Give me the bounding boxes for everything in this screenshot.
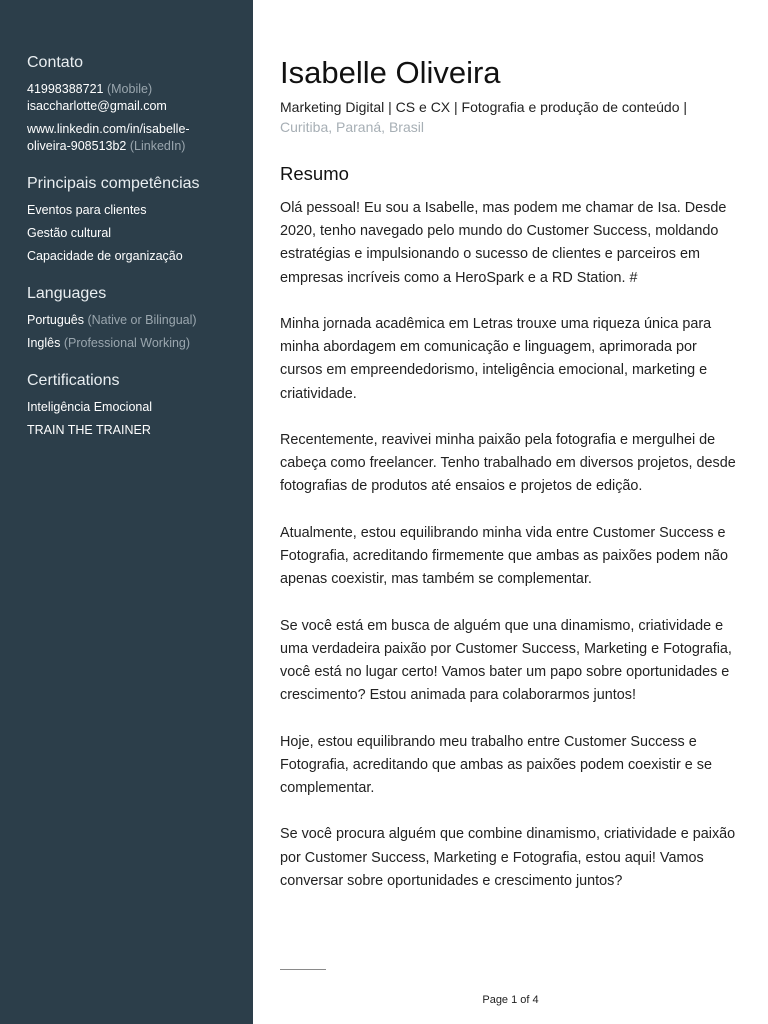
linkedin-url-line1: www.linkedin.com/in/isabelle- — [27, 122, 190, 136]
language-name: Inglês — [27, 336, 61, 350]
headline — [280, 97, 740, 137]
contact-section — [27, 53, 233, 155]
phone-type: (Mobile) — [106, 82, 153, 96]
certifications-section — [27, 371, 233, 439]
linkedin-url-line2: oliveira-908513b2 — [27, 139, 127, 153]
divider-rule — [280, 969, 326, 970]
location: Curitiba, Paraná, Brasil — [280, 119, 424, 135]
summary-body — [280, 197, 738, 916]
main-content — [280, 0, 740, 1024]
email-link[interactable]: isaccharlotte@gmail.com — [27, 99, 167, 113]
skills-section — [27, 174, 233, 265]
languages-section — [27, 284, 233, 352]
certification-item: TRAIN THE TRAINER — [27, 423, 151, 437]
summary-paragraph: Se você está em busca de alguém que una dinamismo, criatividade e uma verdadeira paixão por Customer Success, Marketing e Fotografia, você está no lugar certo! Vamos bater um papo sobre oportunidades e crescimento? Estou animada para colaborarmos juntos! — [280, 617, 732, 704]
phone — [27, 81, 233, 98]
language-item — [27, 335, 233, 352]
skill-item: Capacidade de organização — [27, 249, 183, 263]
summary-paragraph: Se você procura alguém que combine dinamismo, criatividade e paixão por Customer Success, Marketing e Fotografia, estou aqui! Vamos conversar sobre oportunidades e crescimento juntos? — [280, 826, 736, 889]
sidebar — [0, 0, 253, 1024]
certifications-heading: Certifications — [27, 372, 120, 389]
contact-heading: Contato — [27, 54, 84, 71]
certification-item: Inteligência Emocional — [27, 400, 153, 414]
language-item — [27, 312, 233, 329]
headline-text: Marketing Digital | CS e CX | Fotografia e produção de conteúdo | — [280, 99, 688, 115]
languages-heading: Languages — [27, 285, 107, 302]
language-level: (Native or Bilingual) — [87, 313, 197, 327]
language-name: Português — [27, 313, 84, 327]
phone-number: 41998388721 — [27, 82, 104, 96]
linkedin-link[interactable] — [27, 121, 233, 155]
skill-item: Eventos para clientes — [27, 203, 147, 217]
summary-paragraph: Hoje, estou equilibrando meu trabalho entre Customer Success e Fotografia, acreditando que ambas as paixões podem coexistir e se complementar. — [280, 733, 712, 796]
summary-paragraph: Olá pessoal! Eu sou a Isabelle, mas podem me chamar de Isa. Desde 2020, tenho navegado pelo mundo do Customer Success, moldando estratégias e impulsionando o sucesso de clientes e parceiros em empresas incríveis como a HeroSpark e a RD Station. # — [280, 200, 727, 286]
summary-paragraph: Atualmente, estou equilibrando minha vida entre Customer Success e Fotografia, acreditando firmemente que ambas as paixões podem não apenas coexistir, mas também se complementar. — [280, 524, 728, 588]
summary-title: Resumo — [280, 163, 349, 184]
summary-paragraph: Minha jornada acadêmica em Letras trouxe uma riqueza única para minha abordagem em comunicação e linguagem, aprimorada por cursos em empreendedorismo, inteligência emocional, marketing e criatividade. — [280, 316, 712, 402]
skill-item: Gestão cultural — [27, 226, 112, 240]
summary-paragraph: Recentemente, reavivei minha paixão pela fotografia e mergulhei de cabeça como freelancer. Tenho trabalhado em diversos projetos, desde fotografias de produtos até ensaios e projetos de edição. — [280, 432, 736, 495]
skills-heading: Principais competências — [27, 175, 200, 192]
page-number: Page 1 of 4 — [482, 994, 539, 1006]
linkedin-type: (LinkedIn) — [129, 139, 186, 153]
language-level: (Professional Working) — [63, 336, 191, 350]
person-name: Isabelle Oliveira — [280, 55, 501, 90]
